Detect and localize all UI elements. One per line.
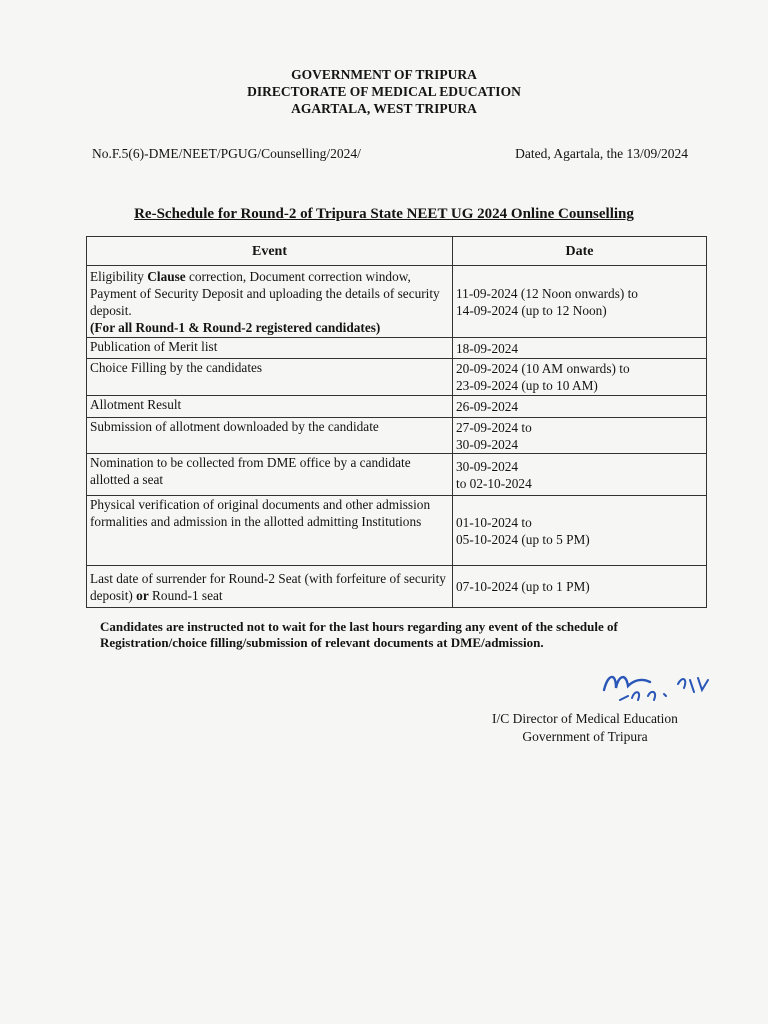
date-line: Dated, Agartala, the 13/09/2024 (515, 146, 688, 161)
signature-block (492, 710, 678, 746)
handwritten-signature (598, 660, 728, 708)
date-cell (453, 338, 707, 359)
column-header-date: Date (453, 237, 707, 266)
date-line-text: 11-09-2024 (12 Noon onwards) to (456, 285, 638, 301)
signatory-office: Government of Tripura (522, 729, 648, 744)
header-line-address: AGARTALA, WEST TRIPURA (291, 101, 477, 116)
event-cell: Allotment Result (87, 396, 453, 418)
letterhead (0, 66, 768, 117)
event-cell (87, 266, 453, 338)
date-cell (453, 418, 707, 454)
event-text-bold: Clause (147, 268, 186, 284)
table-header-row (87, 237, 707, 266)
date-line-text: 30-09-2024 (456, 436, 519, 452)
column-header-event: Event (87, 237, 453, 266)
date-line-text: 26-09-2024 (456, 399, 519, 414)
event-cell: Physical verification of original documents and other admission formalities and admission in the allotted admitting Institutions (87, 496, 453, 566)
document-title: Re-Schedule for Round-2 of Tripura State NEET UG 2024 Online Counselling (134, 206, 634, 222)
header-line-government: GOVERNMENT OF TRIPURA (291, 67, 477, 82)
table-row (87, 454, 707, 496)
event-cell: Nomination to be collected from DME office by a candidate allotted a seat (87, 454, 453, 496)
date-line-text: to 02-10-2024 (456, 475, 532, 491)
table-row (87, 359, 707, 396)
date-line-text: 30-09-2024 (456, 458, 519, 474)
date-line-text: 23-09-2024 (up to 10 AM) (456, 378, 598, 393)
date-line-text: 18-09-2024 (456, 340, 519, 356)
table-row (87, 566, 707, 608)
table-row (87, 396, 707, 418)
date-cell (453, 566, 707, 608)
instruction-note: Candidates are instructed not to wait for the last hours regarding any event of the schedule of Registration/choice filling/submission of relevant documents at DME/admission. (100, 619, 618, 650)
table-row (87, 496, 707, 566)
date-cell (453, 454, 707, 496)
reference-number: No.F.5(6)-DME/NEET/PGUG/Counselling/2024/ (92, 146, 361, 161)
table-row (87, 266, 707, 338)
event-cell (87, 566, 453, 608)
event-text-bold: or (136, 587, 149, 603)
date-cell (453, 359, 707, 396)
table-row (87, 418, 707, 454)
event-text: correction, Document correction window, Payment of Security Deposit and uploading the details of security deposit. (90, 268, 440, 318)
date-cell (453, 266, 707, 338)
event-cell: Choice Filling by the candidates (87, 359, 453, 396)
event-cell: Submission of allotment downloaded by the candidate (87, 418, 453, 454)
schedule-table (86, 236, 707, 608)
event-text: Last date of surrender for Round-2 Seat (with forfeiture of security deposit) (90, 570, 446, 603)
date-line-text: 05-10-2024 (up to 5 PM) (456, 531, 590, 547)
date-cell (453, 396, 707, 418)
event-text: Round-1 seat (148, 587, 223, 603)
date-line-text: 14-09-2024 (up to 12 Noon) (456, 302, 607, 318)
event-cell: Publication of Merit list (87, 338, 453, 359)
date-line-text: 01-10-2024 to (456, 514, 532, 530)
date-cell (453, 496, 707, 566)
signatory-designation: I/C Director of Medical Education (492, 711, 678, 726)
date-line-text: 27-09-2024 to (456, 419, 532, 435)
table-row (87, 338, 707, 359)
event-note-bold: (For all Round-1 & Round-2 registered candidates) (90, 319, 381, 335)
date-line-text: 20-09-2024 (10 AM onwards) to (456, 361, 630, 376)
header-line-directorate: DIRECTORATE OF MEDICAL EDUCATION (247, 84, 521, 99)
date-line-text: 07-10-2024 (up to 1 PM) (456, 579, 590, 594)
signature-stroke (604, 677, 650, 690)
event-text: Eligibility (90, 268, 148, 284)
